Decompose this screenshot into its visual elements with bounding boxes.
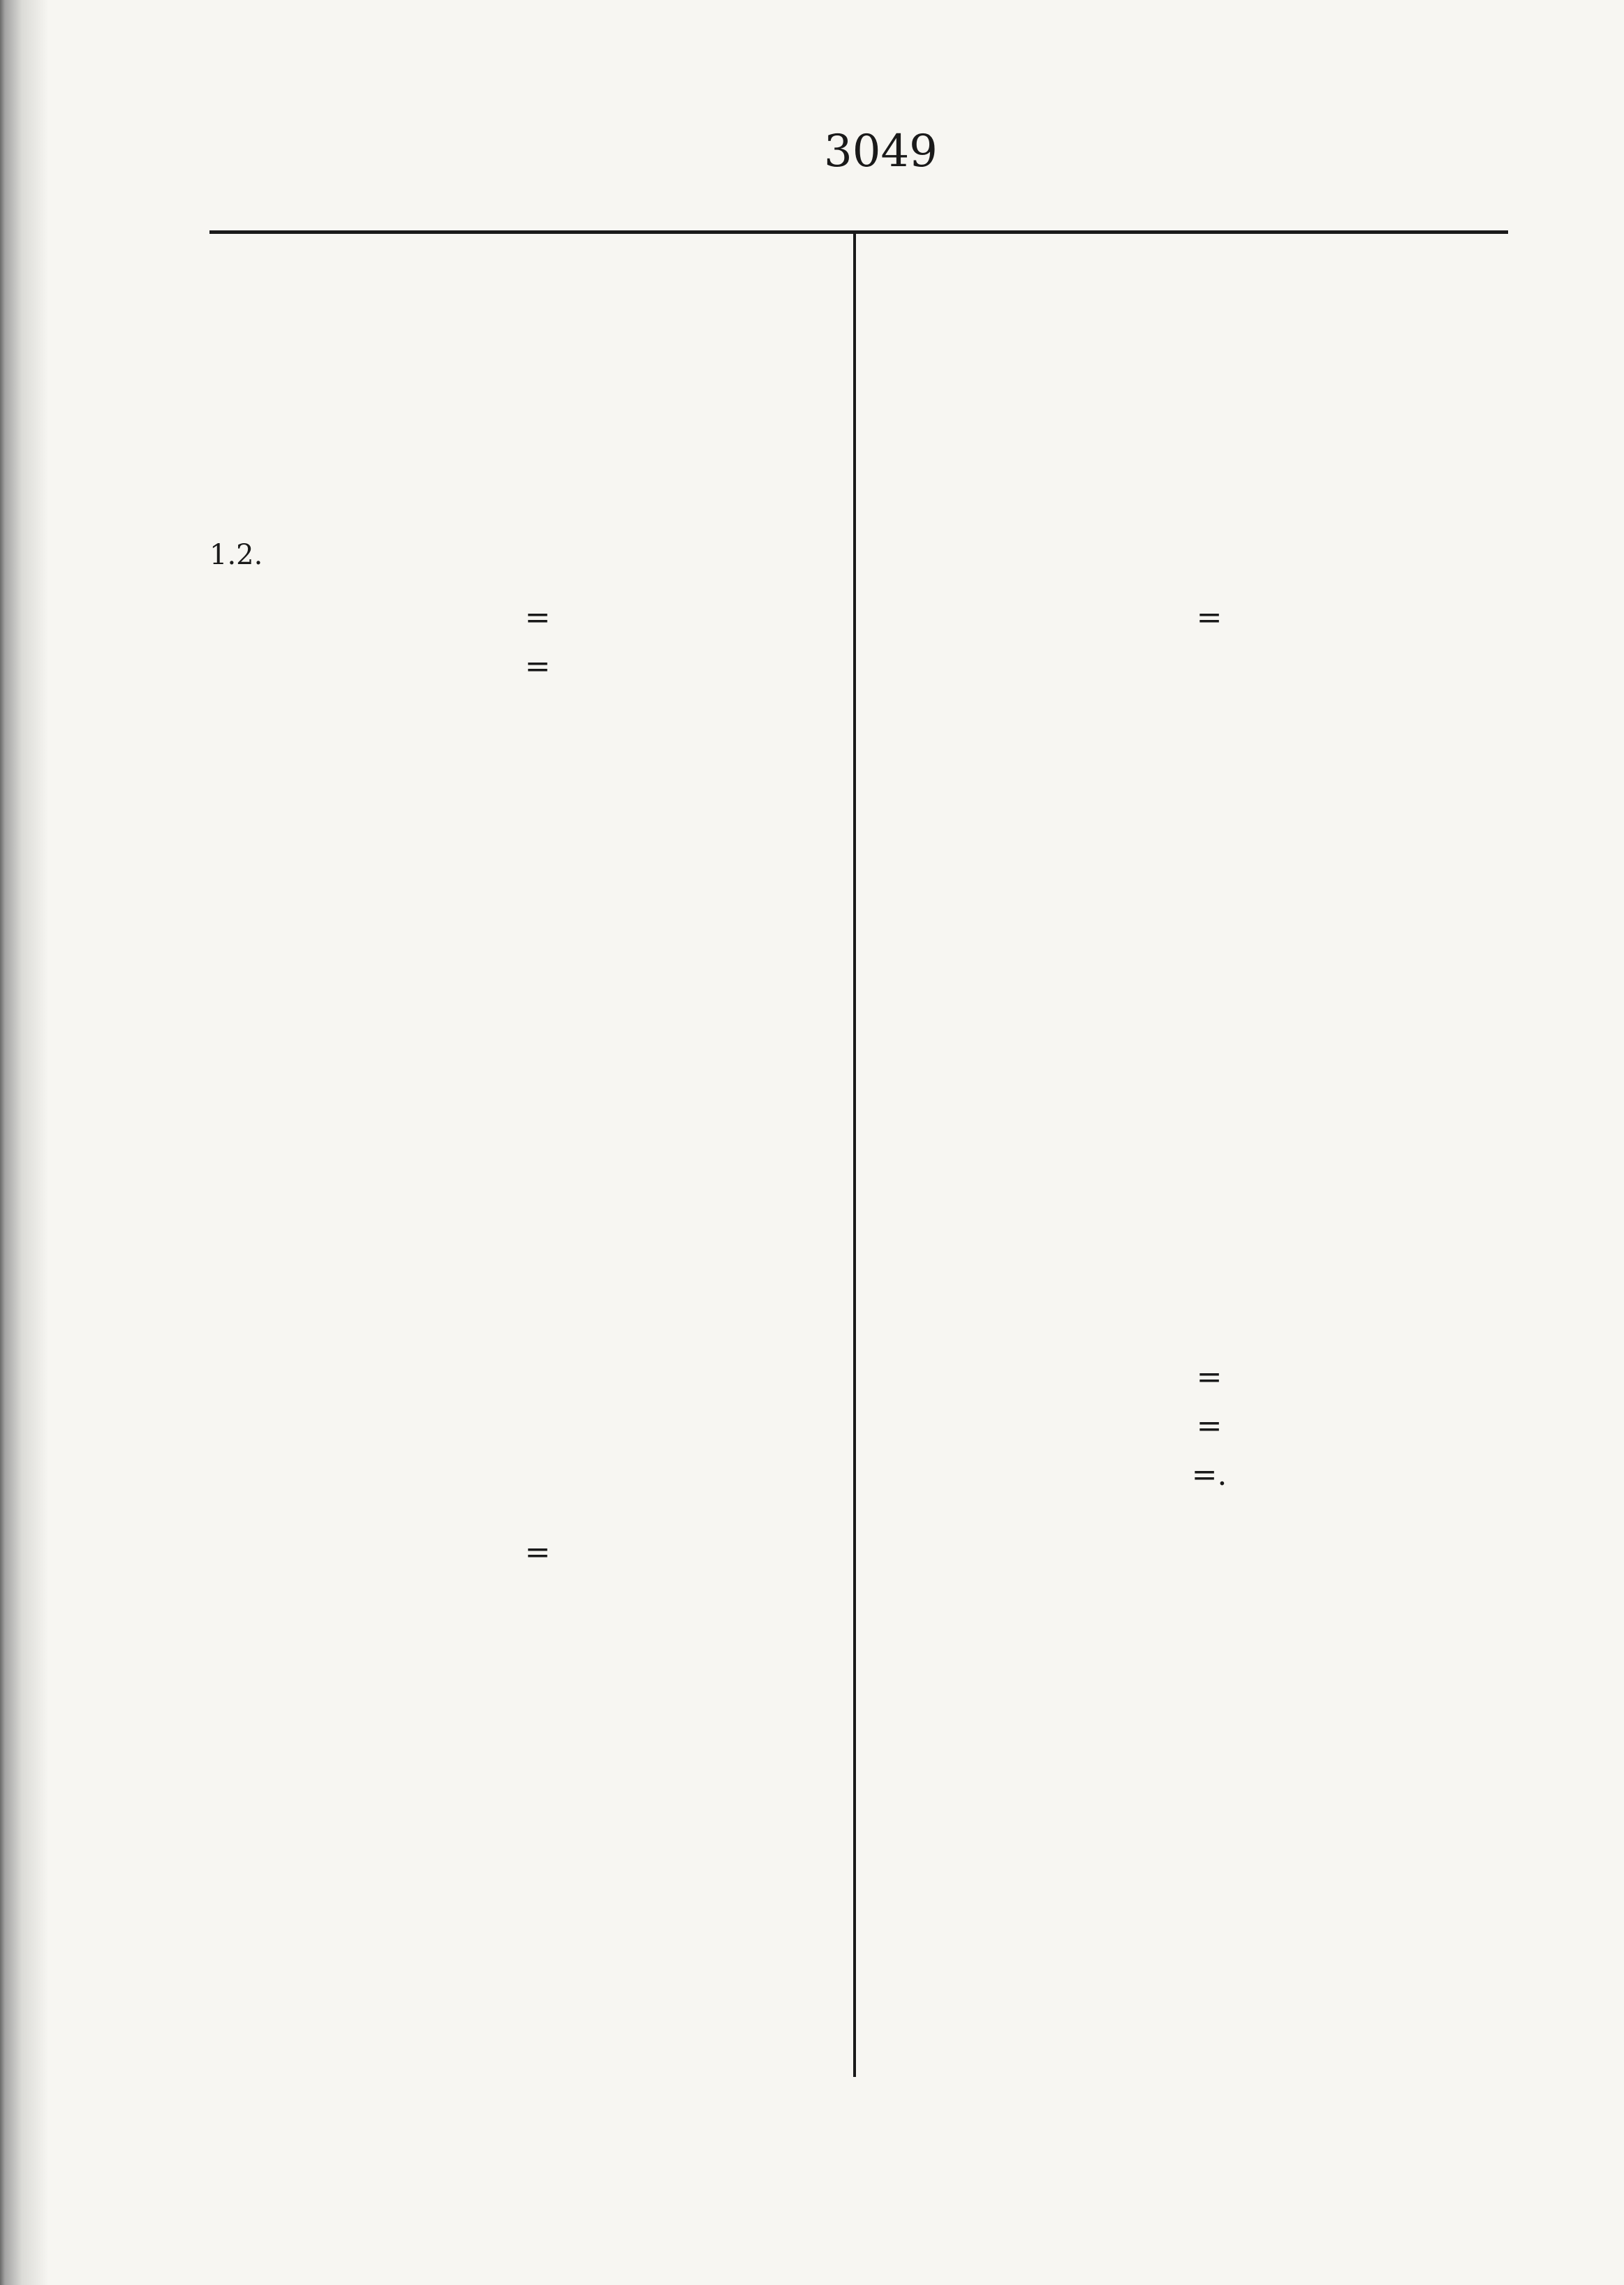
page-number: 3049 — [824, 126, 938, 177]
xref-equals-sign: = — [1196, 1407, 1223, 1444]
xref-headword — [881, 1359, 1188, 1394]
entry-line — [209, 831, 838, 878]
dictionary-entry — [881, 1184, 1509, 1231]
xref-target — [559, 1535, 824, 1569]
entry-line — [881, 983, 1509, 1030]
entry-line — [209, 1670, 838, 1717]
xref-headword — [209, 1535, 517, 1569]
entry-line — [881, 1639, 1509, 1686]
book-binding-edge — [0, 0, 49, 2285]
entry-line — [881, 1184, 1509, 1231]
entry-line — [881, 922, 1509, 969]
header-rule — [209, 230, 1508, 234]
xref-headword — [209, 649, 517, 683]
entry-line: 1.2. — [209, 539, 263, 571]
dictionary-entry — [209, 1576, 838, 1717]
entry-line — [209, 1205, 838, 1252]
entry-line — [881, 532, 1509, 579]
dictionary-entry — [209, 251, 838, 579]
entry-line — [209, 878, 838, 924]
entry-line — [881, 1245, 1509, 1292]
entry-line — [881, 298, 1509, 345]
dictionary-entry — [881, 1499, 1509, 1686]
entry-line — [881, 485, 1509, 532]
entry-line — [881, 1546, 1509, 1592]
xref-equals-sign: =. — [1191, 1456, 1227, 1493]
entry-line — [881, 438, 1509, 485]
right-column — [881, 251, 1509, 1700]
entry-line — [209, 298, 838, 345]
xref-target — [559, 649, 824, 683]
cross-reference-entry — [209, 642, 838, 690]
entry-line — [881, 1592, 1509, 1639]
entry-line — [209, 1420, 838, 1467]
entry-line — [209, 392, 838, 438]
xref-headword — [881, 1457, 1188, 1492]
entry-line — [881, 688, 1509, 735]
xref-equals-sign: = — [524, 1534, 551, 1570]
cross-reference-entry — [209, 1528, 838, 1576]
running-head — [943, 140, 1522, 182]
entry-line — [881, 782, 1509, 829]
column-divider — [853, 234, 856, 2077]
xref-headword — [881, 600, 1188, 635]
entry-line — [209, 971, 838, 1018]
dictionary-entry — [209, 690, 838, 1252]
xref-headword — [209, 600, 517, 635]
xref-equals-sign: = — [524, 648, 551, 684]
entry-line — [209, 737, 838, 784]
dictionary-entry — [209, 1420, 838, 1514]
entry-line — [881, 1499, 1509, 1546]
xref-headword — [881, 1408, 1188, 1443]
page-header — [824, 126, 1522, 195]
left-column — [209, 251, 838, 1731]
xref-target — [1230, 600, 1496, 635]
cross-reference-entry — [881, 593, 1509, 642]
xref-target — [1230, 1359, 1496, 1394]
entry-line — [209, 1111, 838, 1158]
entry-line — [881, 1123, 1509, 1170]
cross-reference-entry — [881, 1352, 1509, 1401]
dictionary-entry — [881, 983, 1509, 1170]
entry-line — [881, 735, 1509, 782]
entry-line — [881, 642, 1509, 688]
dictionary-entry — [881, 1245, 1509, 1338]
entry-line — [881, 875, 1509, 922]
entry-line — [209, 924, 838, 971]
entry-line — [881, 251, 1509, 298]
entry-line — [209, 1018, 838, 1065]
cross-reference-entry — [209, 593, 838, 642]
entry-line — [209, 1576, 838, 1623]
entry-line — [881, 1292, 1509, 1338]
entry-line — [881, 345, 1509, 392]
entry-line — [209, 1467, 838, 1514]
dictionary-entry — [881, 642, 1509, 969]
cross-reference-entry — [881, 1450, 1509, 1499]
entry-line — [209, 1623, 838, 1670]
entry-line — [209, 1312, 838, 1359]
dictionary-entry — [209, 1266, 838, 1406]
entry-line — [209, 1266, 838, 1312]
entry-line — [209, 485, 838, 532]
entry-line — [209, 1359, 838, 1406]
xref-target — [559, 600, 824, 635]
entry-line — [209, 1158, 838, 1205]
xref-equals-sign: = — [1196, 599, 1223, 635]
entry-line — [881, 1077, 1509, 1123]
dictionary-entry — [881, 251, 1509, 579]
entry-line — [209, 784, 838, 831]
xref-target — [1230, 1408, 1496, 1443]
entry-line — [209, 690, 838, 737]
entry-line — [209, 438, 838, 485]
cross-reference-entry — [881, 1401, 1509, 1450]
xref-equals-sign: = — [524, 599, 551, 635]
entry-line — [209, 1065, 838, 1111]
xref-equals-sign: = — [1196, 1359, 1223, 1395]
entry-line — [209, 345, 838, 392]
entry-line — [209, 251, 838, 298]
entry-line — [881, 1030, 1509, 1077]
entry-line — [881, 829, 1509, 875]
entry-line — [881, 392, 1509, 438]
xref-target — [1230, 1457, 1496, 1492]
